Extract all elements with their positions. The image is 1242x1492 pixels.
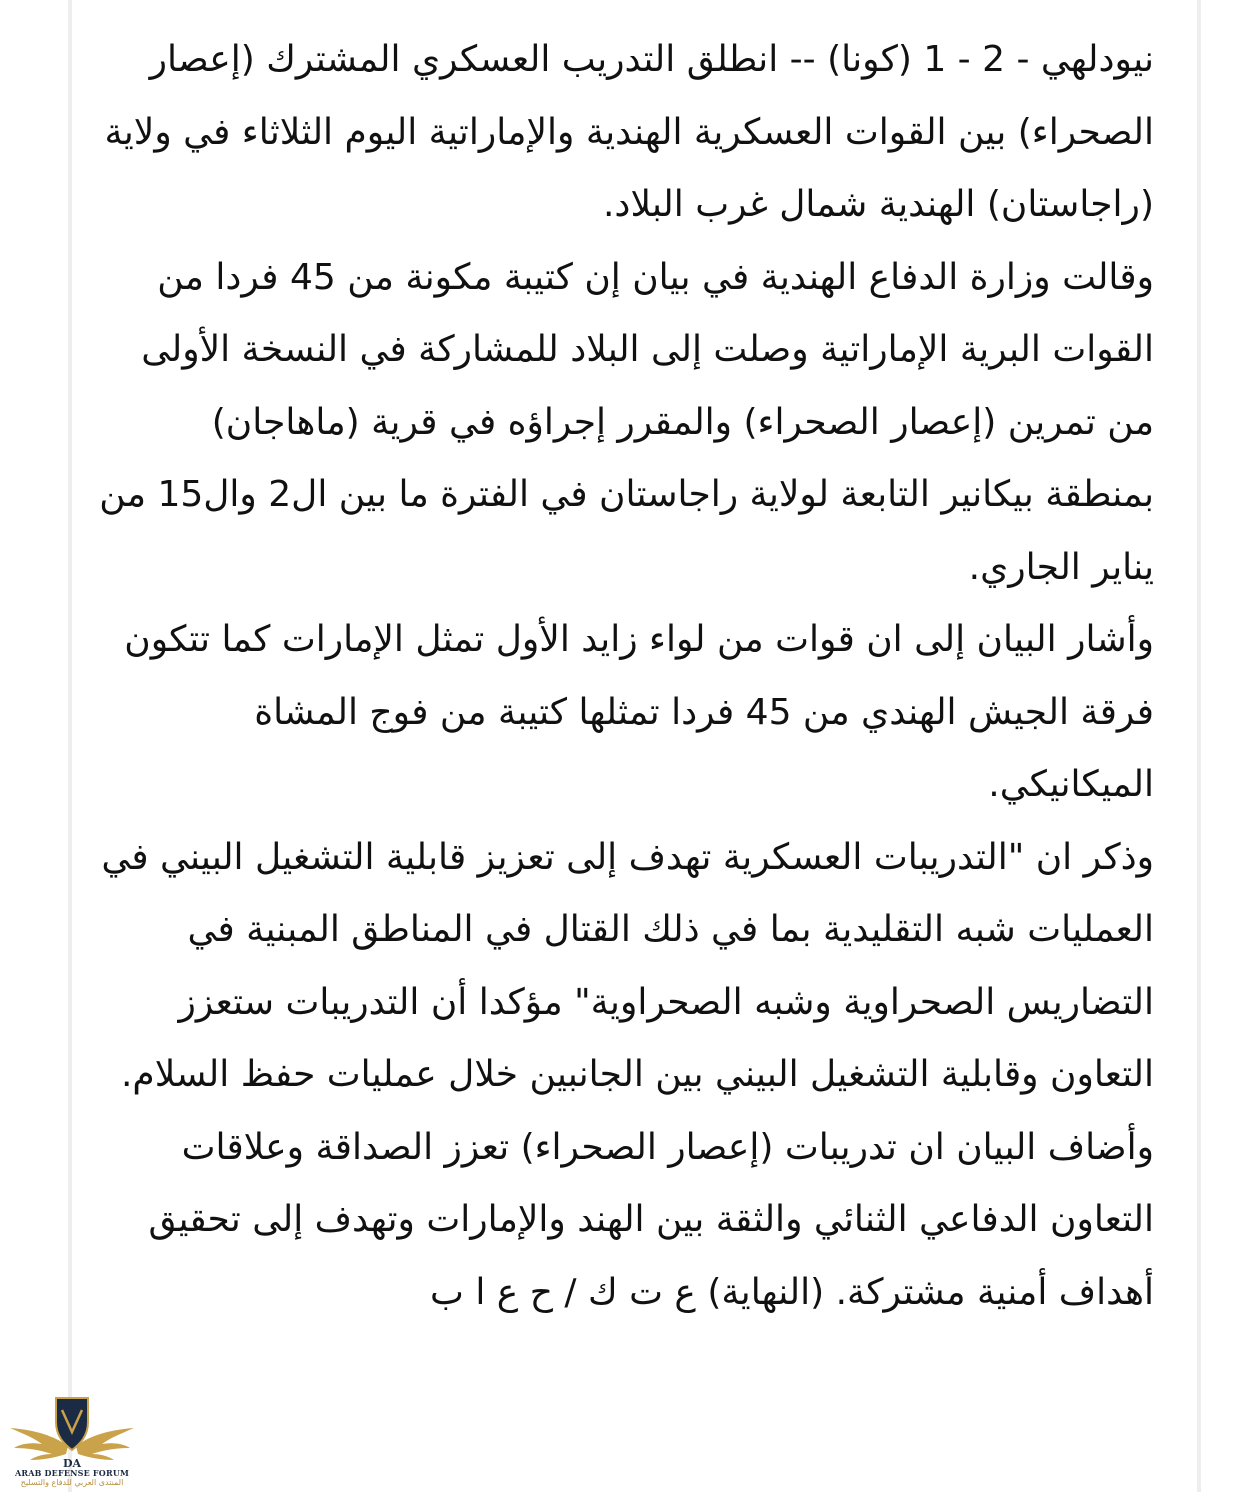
logo-monogram: DA (62, 1457, 82, 1470)
news-article (96, 24, 1154, 1329)
paragraph-ministry-statement: وقالت وزارة الدفاع الهندية في بيان إن كتيبة مكونة من 45 فردا من القوات البرية الإماراتية وصلت إلى البلاد للمشاركة في النسخة الأولى من تمرين (إعصار الصحراء) والمقرر إجراؤه في قرية (ماهاجان) بمنطقة بيكانير التابعة لولاية راجاستان في الفترة ما بين ال2 وال15 من يناير الجاري. (99, 256, 1154, 588)
paragraph-intro: نيودلهي - 2 - 1 (كونا) -- انطلق التدريب العسكري المشترك (إعصار الصحراء) بين القوات العسكرية الهندية والإماراتية اليوم الثلاثاء في ولاية (راجاستان) الهندية شمال غرب البلاد. (104, 39, 1154, 225)
logo-name-arabic: المنتدى العربي للدفاع والتسليح (20, 1478, 124, 1487)
paragraph-objectives: وذكر ان "التدريبات العسكرية تهدف إلى تعزيز قابلية التشغيل البيني في العمليات شبه التقليدية بما في ذلك القتال في المناطق المبنية في التضاريس الصحراوية وشبه الصحراوية" مؤكدا أن التدريبات ستعزز التعاون وقابلية التشغيل البيني بين الجانبين خلال عمليات حفظ السلام. (101, 836, 1154, 1095)
right-border (1197, 0, 1201, 1492)
left-border (68, 0, 72, 1492)
paragraph-conclusion: وأضاف البيان ان تدريبات (إعصار الصحراء) تعزز الصداقة وعلاقات التعاون الدفاعي الثنائي والثقة بين الهند والإمارات وتهدف إلى تحقيق أهداف أمنية مشتركة. (النهاية) ع ت ك / ح ع ا ب (148, 1126, 1154, 1313)
paragraph-forces: وأشار البيان إلى ان قوات من لواء زايد الأول تمثل الإمارات كما تتكون فرقة الجيش الهندي من 45 فردا تمثلها كتيبة من فوج المشاة الميكانيكي. (124, 619, 1154, 805)
logo-name-english: ARAB DEFENSE FORUM (14, 1468, 130, 1478)
arab-defense-forum-logo (6, 1392, 138, 1488)
eagle-shield-emblem-icon (6, 1392, 138, 1470)
